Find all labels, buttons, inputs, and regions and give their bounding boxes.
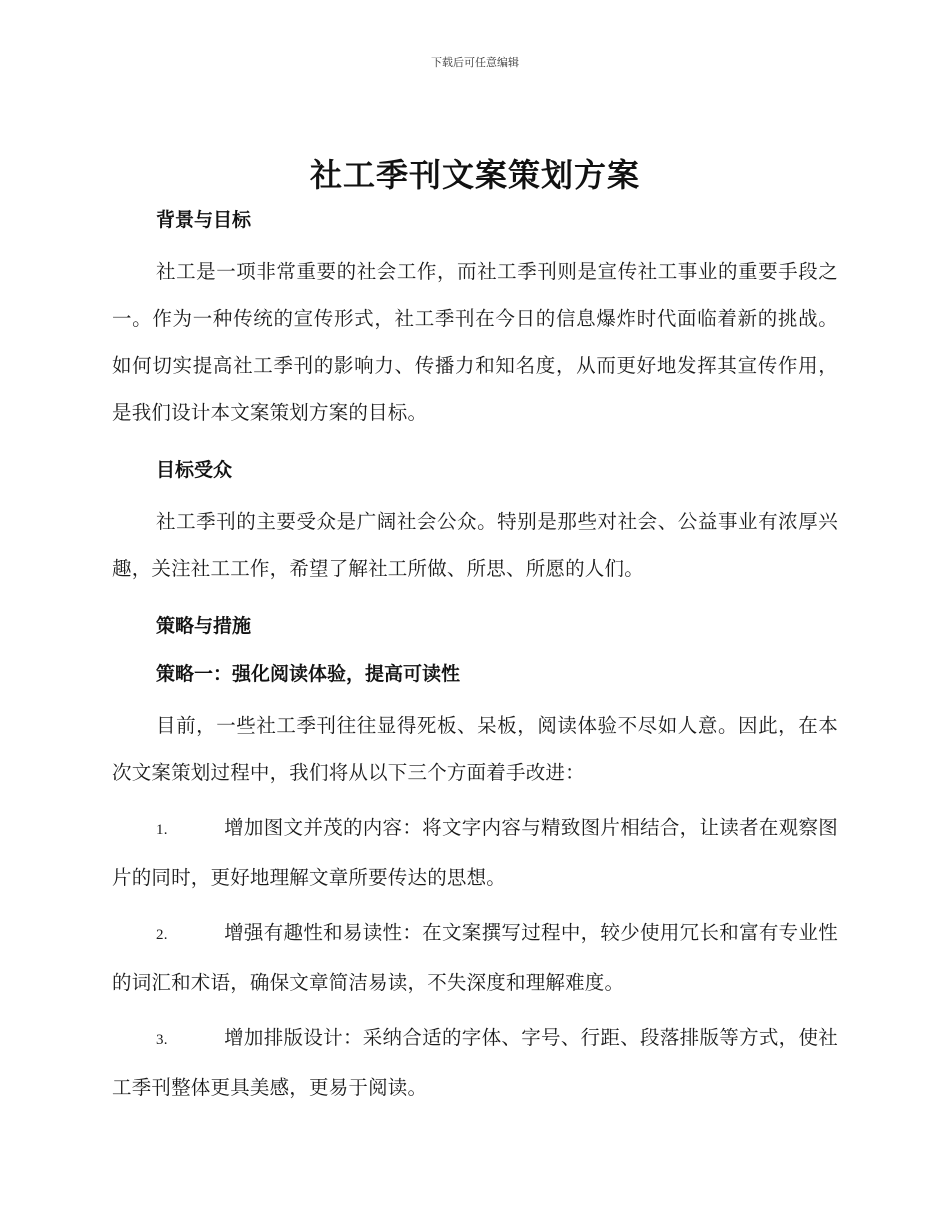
list-item <box>112 909 838 1006</box>
list-item-text: 增加排版设计：采纳合适的字体、字号、行距、段落排版等方式，使社工季刊整体更具美感，更易于阅读。 <box>112 1026 838 1099</box>
background-paragraph: 社工是一项非常重要的社会工作，而社工季刊则是宣传社工事业的重要手段之一。作为一种传统的宣传形式，社工季刊在今日的信息爆炸时代面临着新的挑战。如何切实提高社工季刊的影响力、传播力和知名度，从而更好地发挥其宣传作用，是我们设计本文案策划方案的目标。 <box>112 260 838 424</box>
document-body <box>112 200 838 1111</box>
strategy-sub-heading: 策略一：强化阅读体验，提高可读性 <box>156 663 461 685</box>
list-item-text: 增加图文并茂的内容：将文字内容与精致图片相结合，让读者在观察图片的同时，更好地理解文章所要传达的思想。 <box>112 816 838 889</box>
section-heading-audience: 目标受众 <box>156 459 233 481</box>
list-item-number: 3. <box>156 1032 168 1048</box>
section-heading-background: 背景与目标 <box>156 209 252 231</box>
audience-paragraph: 社工季刊的主要受众是广阔社会公众。特别是那些对社会、公益事业有浓厚兴趣，关注社工工作，希望了解社工所做、所思、所愿的人们。 <box>112 510 838 580</box>
list-item <box>112 1014 838 1111</box>
list-item-text: 增强有趣性和易读性：在文案撰写过程中，较少使用冗长和富有专业性的词汇和术语，确保文章简洁易读，不失深度和理解难度。 <box>112 921 838 994</box>
document-title: 社工季刊文案策划方案 <box>309 156 640 194</box>
list-item-number: 2. <box>156 927 168 943</box>
list-item-number: 1. <box>156 822 168 838</box>
list-item <box>112 804 838 901</box>
section-heading-strategy: 策略与措施 <box>156 615 252 637</box>
strategy-paragraph: 目前，一些社工季刊往往显得死板、呆板，阅读体验不尽如人意。因此，在本次文案策划过程中，我们将从以下三个方面着手改进： <box>112 714 838 784</box>
header-note: 下载后可任意编辑 <box>431 56 519 69</box>
